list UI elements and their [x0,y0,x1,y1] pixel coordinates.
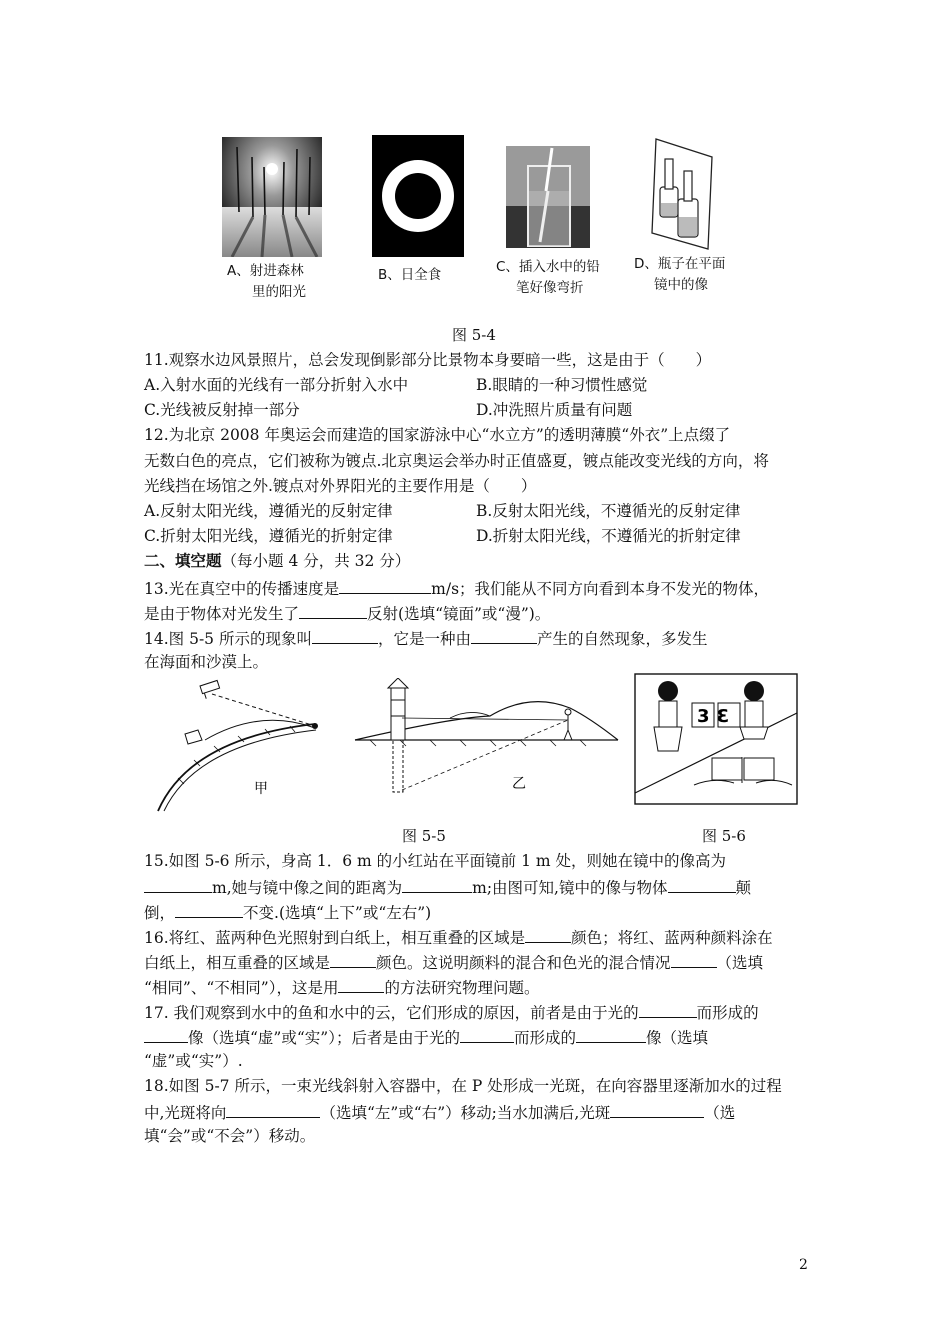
q16-text-4: 颜色。这说明颜料的混合和色光的混合情况 [376,954,671,972]
q15-text-5: 不变.(选填“上下”或“左右”) [243,904,432,922]
q15-blank-flip[interactable] [668,876,736,893]
solar-eclipse-image [372,135,464,257]
fig56-mirror-image: 3 [716,706,729,727]
q15-text-4: 倒， [144,904,176,922]
q14-text-2: ，它是一种由 [377,630,471,648]
q17-text-4: 而形成的 [513,1029,576,1047]
q15-text-3: 颠 [735,879,752,897]
fig54-caption-c2: 笔好像弯折 [516,280,584,296]
q17-text-2: 而形成的 [696,1004,759,1022]
q18-blank-move[interactable] [610,1101,704,1118]
fig55-label: 图 5-5 [402,827,446,845]
q11-stem: 11.观察水边风景照片，总会发现倒影部分比景物本身要暗一些，这是由于（ ） [144,351,712,369]
q12-line3: 光线挡在场馆之外.镀点对外界阳光的主要作用是（ ） [144,477,537,495]
mirror-girl-illustration [634,673,798,805]
q11-option-b: B.眼睛的一种习惯性感觉 [476,376,648,394]
q14-blank-cause[interactable] [471,627,537,644]
q14-line2: 在海面和沙漠上。 [144,653,269,671]
q18-line1: 18.如图 5-7 所示，一束光线斜射入容器中，在 P 处形成一光斑，在向容器里逐渐加水的过程 [144,1077,782,1095]
q14-text-1: 14.图 5-5 所示的现象叫 [144,630,312,648]
q18-text-3: （选 [704,1104,736,1122]
fig54-label: 图 5-4 [452,326,496,344]
fig55-jia-label: 甲 [254,781,268,797]
q15-text-2: m;由图可知,镜中的像与物体 [472,879,668,897]
q17-blank-cloud-image[interactable] [576,1026,646,1043]
q17-text-3: 像（选填“虚”或“实”）；后者是由于光的 [188,1029,460,1047]
fig54-caption-d1: D、瓶子在平面 [634,256,726,272]
q16-text-7: 的方法研究物理问题。 [384,979,540,997]
q17-text-1: 17. 我们观察到水中的鱼和水中的云，它们形成的原因，前者是由于光的 [144,1004,639,1022]
q18-line2 [144,1101,735,1123]
q12-line2: 无数白色的亮点，它们被称为镀点.北京奥运会举办时正值盛夏，镀点能改变光线的方向，将 [144,452,769,470]
q16-line1 [144,926,773,948]
q16-text-5: （选填 [716,954,764,972]
fig56-card-number: 3 [697,706,710,727]
q14-blank-phenomenon[interactable] [312,627,378,644]
q16-line3 [144,976,539,998]
q13-line2 [144,602,550,624]
q16-text-2: 颜色；将红、蓝两种颜料涂在 [571,929,773,947]
q15-line2 [144,876,751,898]
fig55-yi-label: 乙 [512,776,526,792]
page-number: 2 [799,1257,808,1273]
q16-blank-method[interactable] [338,976,384,993]
q12-line1: 12.为北京 2008 年奥运会而建造的国家游泳中心“水立方”的透明薄膜“外衣”上点缀了 [144,426,731,444]
q17-line3: “虚”或“实”）. [144,1052,243,1070]
q15-blank-height[interactable] [144,876,212,893]
q15-line3 [144,901,431,923]
q16-line2 [144,951,763,973]
q15-blank-distance[interactable] [402,876,472,893]
q16-blank-light-color[interactable] [525,926,571,943]
forest-sunlight-photo [222,137,322,257]
q16-text-1: 16.将红、蓝两种色光照射到白纸上，相互重叠的区域是 [144,929,526,947]
fig56-label: 图 5-6 [702,827,746,845]
q13-text-3: 是由于物体对光发生了 [144,605,300,623]
section2-title: 二、填空题 [144,552,222,570]
fig54-caption-b: B、日全食 [378,267,442,283]
q18-blank-direction[interactable] [226,1101,320,1118]
q16-text-3: 白纸上，相互重叠的区域是 [144,954,331,972]
mirage-diagram [150,678,620,813]
q12-option-b: B.反射太阳光线，不遵循光的反射定律 [476,502,741,520]
q12-option-c: C.折射太阳光线，遵循光的折射定律 [144,527,393,545]
q11-option-a: A.入射水面的光线有一部分折射入水中 [144,376,409,394]
q17-blank-fish-cause[interactable] [639,1001,697,1018]
q11-option-d: D.冲洗照片质量有问题 [476,401,633,419]
q13-blank-speed[interactable] [339,577,431,594]
fig54-caption-d2: 镜中的像 [654,277,708,293]
section2-heading [144,551,410,571]
q17-line1 [144,1001,759,1023]
q18-text-2: （选填“左”或“右”）移动;当水加满后,光斑 [320,1104,611,1122]
q18-text-1: 中,光斑将向 [144,1104,227,1122]
q11-option-c: C.光线被反射掉一部分 [144,401,300,419]
q12-option-d: D.折射太阳光线，不遵循光的折射定律 [476,527,741,545]
q13-text-2: m/s；我们能从不同方向看到本身不发光的物体， [431,580,770,598]
q17-blank-cloud-cause[interactable] [460,1026,514,1043]
q12-option-a: A.反射太阳光线，遵循光的反射定律 [144,502,393,520]
q15-line1: 15.如图 5-6 所示，身高 1．6 m 的小红站在平面镜前 1 m 处，则她在镜中的像高为 [144,852,727,870]
q15-blank-unchanged[interactable] [175,901,243,918]
q17-line2 [144,1026,708,1048]
q16-text-6: “相同”、“不相同”），这是用 [144,979,339,997]
q18-line3: 填“会”或“不会”）移动。 [144,1127,316,1145]
fig54-caption-a1: A、射进森林 [227,263,304,279]
q13-line1 [144,577,769,599]
q13-text-4: 反射(选填“镜面”或“漫”)。 [367,605,551,623]
q14-line1 [144,627,708,649]
q14-text-3: 产生的自然现象，多发生 [536,630,708,648]
pencil-in-water-photo [506,146,590,248]
q13-text-1: 13.光在真空中的传播速度是 [144,580,340,598]
q17-blank-fish-image[interactable] [144,1026,188,1043]
q13-blank-reflection[interactable] [299,602,367,619]
q17-text-5: 像（选填 [645,1029,708,1047]
q16-blank-same[interactable] [671,951,717,968]
q15-text-1: m,她与镜中像之间的距离为 [212,879,403,897]
fig54-caption-a2: 里的阳光 [252,284,306,300]
bottle-mirror-drawing [638,137,716,251]
q16-blank-pigment-color[interactable] [330,951,376,968]
section2-note: （每小题 4 分，共 32 分） [221,552,411,570]
fig54-caption-c1: C、插入水中的铅 [496,259,600,275]
